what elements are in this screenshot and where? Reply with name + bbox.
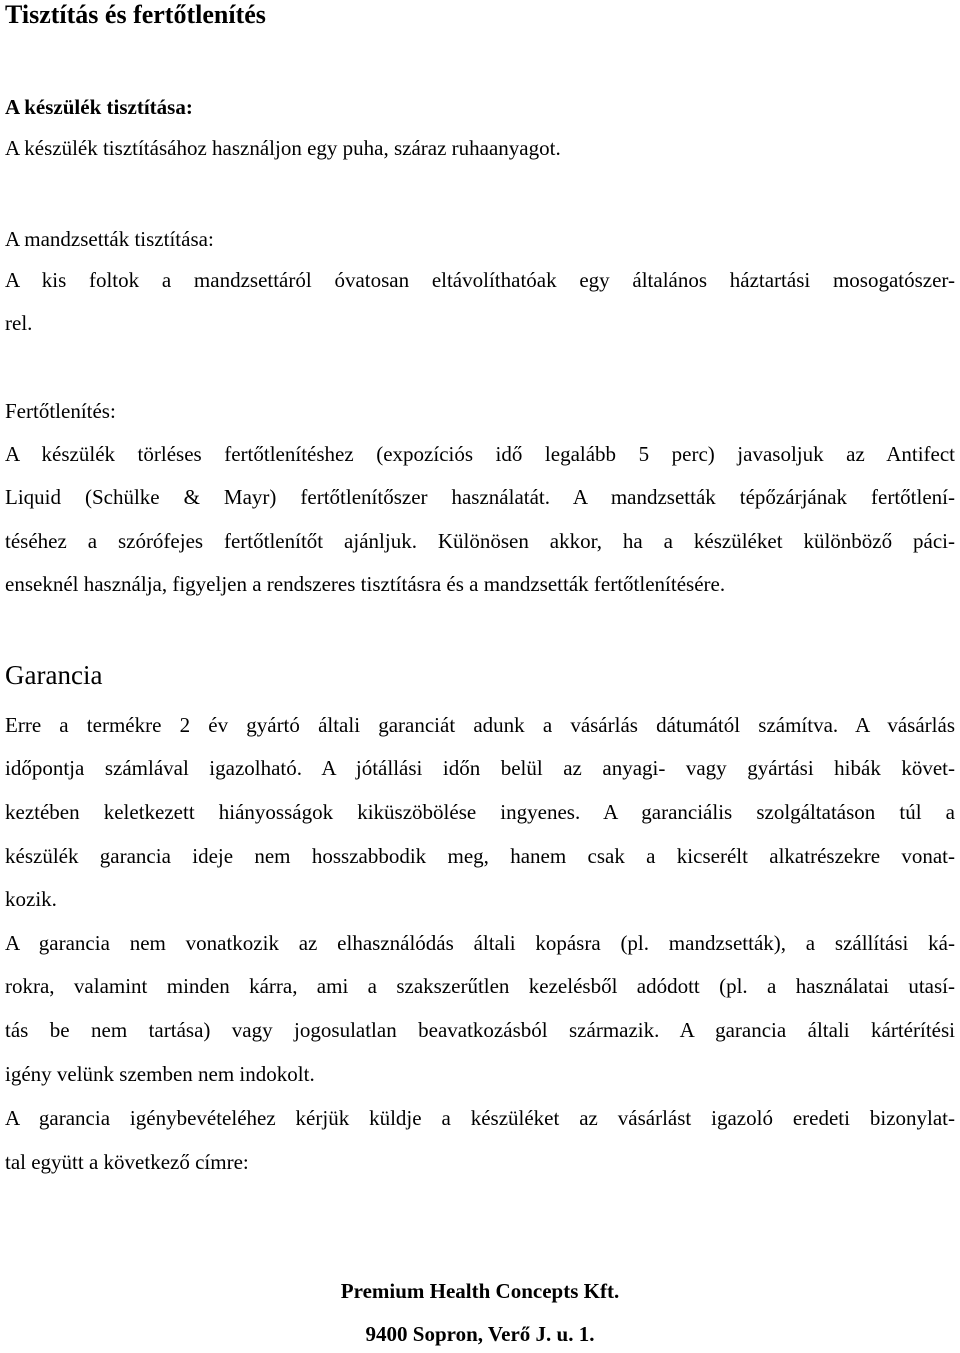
warranty-paragraph-1-line: kozik. bbox=[5, 887, 57, 911]
cuff-cleaning-line: rel. bbox=[5, 311, 33, 335]
warranty-paragraph-3-line: A garancia igénybevételéhez kérjük küldje a készüléket az vásárlást igazoló eredeti bizonylat- bbox=[5, 1106, 955, 1130]
warranty-paragraph-1-line: készülék garancia ideje nem hosszabbodik meg, hanem csak a kicserélt alkatrészekre vonat- bbox=[5, 844, 955, 868]
company-address: 9400 Sopron, Verő J. u. 1. bbox=[365, 1322, 595, 1346]
disinfection-line: téséhez a szórófejes fertőtlenítőt ajánljuk. Különösen akkor, ha a készüléket különböző páci- bbox=[5, 529, 955, 553]
device-cleaning-text: A készülék tisztításához használjon egy puha, száraz ruhaanyagot. bbox=[5, 136, 561, 160]
warranty-paragraph-2-line: rokra, valamint minden kárra, ami a szakszerűtlen kezelésből adódott (pl. a használatai utasí- bbox=[5, 974, 955, 998]
company-name: Premium Health Concepts Kft. bbox=[340, 1279, 620, 1303]
cuff-cleaning-line: A kis foltok a mandzsettáról óvatosan eltávolíthatóak egy általános háztartási mosogatószer- bbox=[5, 268, 955, 292]
disinfection-heading: Fertőtlenítés: bbox=[5, 399, 116, 423]
device-cleaning-heading: A készülék tisztítása: bbox=[5, 95, 193, 119]
disinfection-line: Liquid (Schülke & Mayr) fertőtlenítőszer használatát. A mandzsetták tépőzárjának fertőtlení- bbox=[5, 485, 955, 509]
warranty-paragraph-1-line: keztében keletkezett hiányosságok kiküszöbölése ingyenes. A garanciális szolgáltatáson túl a bbox=[5, 800, 955, 824]
warranty-paragraph-2-line: tás be nem tartása) vagy jogosulatlan beavatkozásból származik. A garancia általi kártérítési bbox=[5, 1018, 955, 1042]
warranty-paragraph-1-line: időpontja számlával igazolható. A jótállási időn belül az anyagi- vagy gyártási hibák követ- bbox=[5, 756, 955, 780]
warranty-paragraph-3-line: tal együtt a következő címre: bbox=[5, 1150, 249, 1174]
warranty-paragraph-2-line: A garancia nem vonatkozik az elhasználódás általi kopásra (pl. mandzsetták), a szállítási ká- bbox=[5, 931, 955, 955]
warranty-heading: Garancia bbox=[5, 660, 103, 690]
disinfection-line: A készülék törléses fertőtlenítéshez (expozíciós idő legalább 5 perc) javasoljuk az Antifect bbox=[5, 442, 955, 466]
cuff-cleaning-heading: A mandzsetták tisztítása: bbox=[5, 227, 214, 251]
disinfection-line: enseknél használja, figyeljen a rendszeres tisztításra és a mandzsetták fertőtlenítésére. bbox=[5, 572, 726, 596]
warranty-paragraph-2-line: igény velünk szemben nem indokolt. bbox=[5, 1062, 315, 1086]
warranty-paragraph-1-line: Erre a termékre 2 év gyártó általi garanciát adunk a vásárlás dátumától számítva. A vásárlás bbox=[5, 713, 955, 737]
page-title: Tisztítás és fertőtlenítés bbox=[5, 0, 266, 29]
